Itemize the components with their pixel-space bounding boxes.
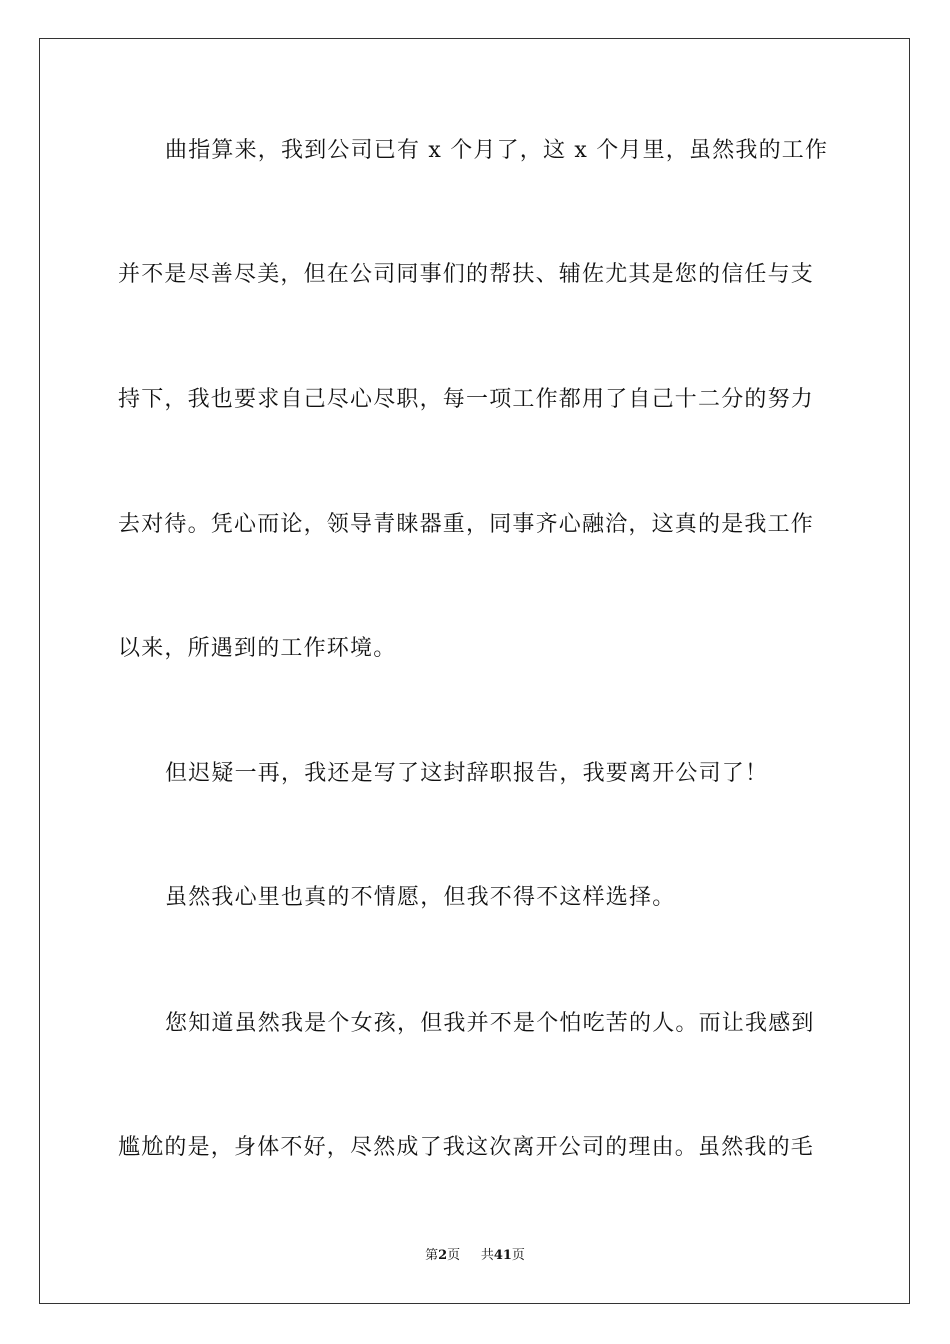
paragraph-line-5: 以来，所遇到的工作环境。 [118, 636, 397, 661]
paragraph-line-4: 去对待。凭心而论，领导青睐器重，同事齐心融洽，这真的是我工作 [118, 512, 815, 537]
page-footer [0, 1247, 950, 1265]
paragraph-line-2: 并不是尽善尽美，但在公司同事们的帮扶、辅佐尤其是您的信任与支 [118, 262, 815, 287]
total-pages: 41 [493, 1248, 512, 1263]
paragraph-line-9: 尴尬的是，身体不好，尽然成了我这次离开公司的理由。虽然我的毛 [118, 1135, 815, 1160]
paragraph-line-1: 曲指算来，我到公司已有 x 个月了，这 x 个月里，虽然我的工作 [165, 138, 829, 163]
paragraph-line-7: 虽然我心里也真的不情愿，但我不得不这样选择。 [165, 885, 676, 910]
total-prefix: 共 [480, 1248, 494, 1263]
page-suffix: 页 [447, 1248, 461, 1263]
paragraph-line-3: 持下，我也要求自己尽心尽职，每一项工作都用了自己十二分的努力 [118, 387, 815, 412]
paragraph-line-6: 但迟疑一再，我还是写了这封辞职报告，我要离开公司了！ [165, 761, 769, 786]
page-prefix: 第 [425, 1248, 439, 1263]
page-border [39, 38, 910, 1304]
total-suffix: 页 [511, 1248, 525, 1263]
paragraph-line-8: 您知道虽然我是个女孩，但我并不是个怕吃苦的人。而让我感到 [165, 1011, 815, 1036]
page-number: 2 [438, 1248, 448, 1263]
